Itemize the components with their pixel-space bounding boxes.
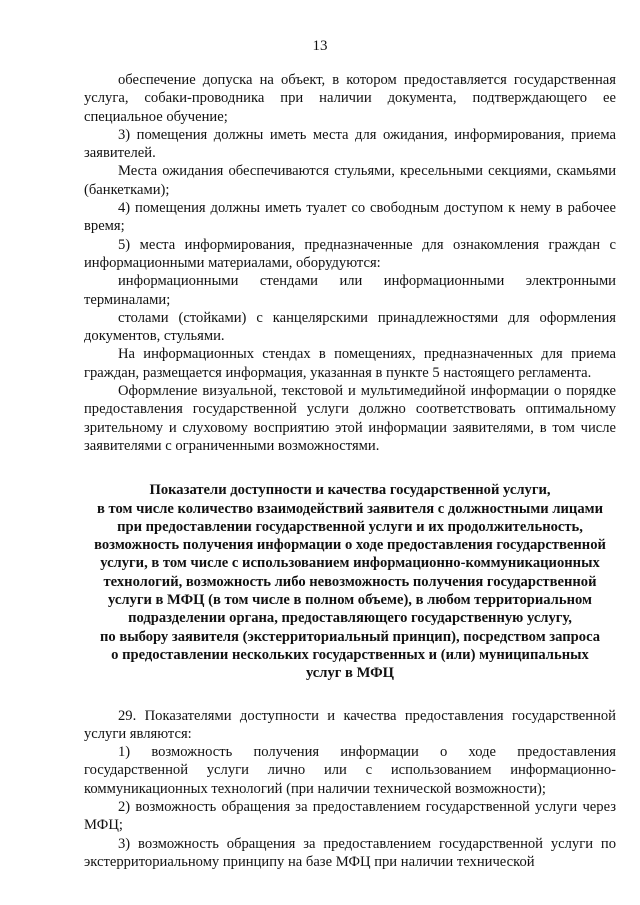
- paragraph: 4) помещения должны иметь туалет со свободным доступом к нему в рабочее время;: [84, 200, 616, 235]
- paragraph: На информационных стендах в помещениях, предназначенных для приема граждан, размещается информация, указанная в пункте 5 настоящего регламента.: [84, 346, 616, 381]
- heading-line: возможность получения информации о ходе предоставления государственной: [94, 537, 606, 554]
- paragraph: столами (стойками) с канцелярскими принадлежностями для оформления документов, стульями.: [84, 309, 616, 345]
- heading-line: при предоставлении государственной услуги и их продолжительность,: [117, 518, 583, 535]
- heading-line: Показатели доступности и качества государственной услуги,: [149, 482, 551, 499]
- paragraph: информационными стендами или информационными электронными терминалами;: [84, 273, 616, 308]
- document-body: [84, 71, 616, 871]
- page-number: 13: [312, 38, 328, 54]
- paragraph: 29. Показателями доступности и качества предоставления государственной услуги являются:: [84, 707, 616, 742]
- section-heading: [84, 481, 616, 682]
- heading-line: услуги, в том числе с использованием информационно-коммуникационных: [100, 555, 600, 572]
- heading-line: по выбору заявителя (экстерриториальный принцип), посредством запроса: [99, 628, 601, 645]
- paragraph: 1) возможность получения информации о ходе предоставления государственной услуги лично или с использованием информационно-коммуникационных технологий (при наличии технической возможности);: [84, 744, 616, 797]
- heading-line: о предоставлении нескольких государственных и (или) муниципальных: [111, 646, 589, 663]
- paragraph: обеспечение допуска на объект, в котором предоставляется государственная услуга, собаки-проводника при наличии документа, подтверждающего ее специальное обучение;: [84, 72, 616, 125]
- paragraph: 3) возможность обращения за предоставлением государственной услуги по экстерриториальному принципу на базе МФЦ при наличии технической: [84, 835, 616, 870]
- heading-line: в том числе количество взаимодействий заявителя с должностными лицами: [97, 500, 603, 517]
- paragraph: Места ожидания обеспечиваются стульями, кресельными секциями, скамьями (банкетками);: [84, 163, 616, 198]
- paragraph: 2) возможность обращения за предоставлением государственной услуги через МФЦ;: [84, 798, 616, 834]
- paragraph: Оформление визуальной, текстовой и мультимедийной информации о порядке предоставления государственной услуги должно соответствовать оптимальному зрительному и слуховому восприятию этой информации заявителями, в том числе заявителями с ограниченными возможностями.: [84, 383, 616, 454]
- heading-line: услуги в МФЦ (в том числе в полном объеме), в любом территориальном: [108, 592, 592, 609]
- heading-line: услуг в МФЦ: [305, 665, 395, 682]
- heading-line: технологий, возможность либо невозможность получения государственной: [103, 573, 597, 590]
- paragraph: 3) помещения должны иметь места для ожидания, информирования, приема заявителей.: [84, 126, 616, 162]
- heading-line: подразделении органа, предоставляющего государственную услугу,: [128, 610, 572, 627]
- paragraph: 5) места информирования, предназначенные для ознакомления граждан с информационными материалами, оборудуются:: [84, 236, 616, 271]
